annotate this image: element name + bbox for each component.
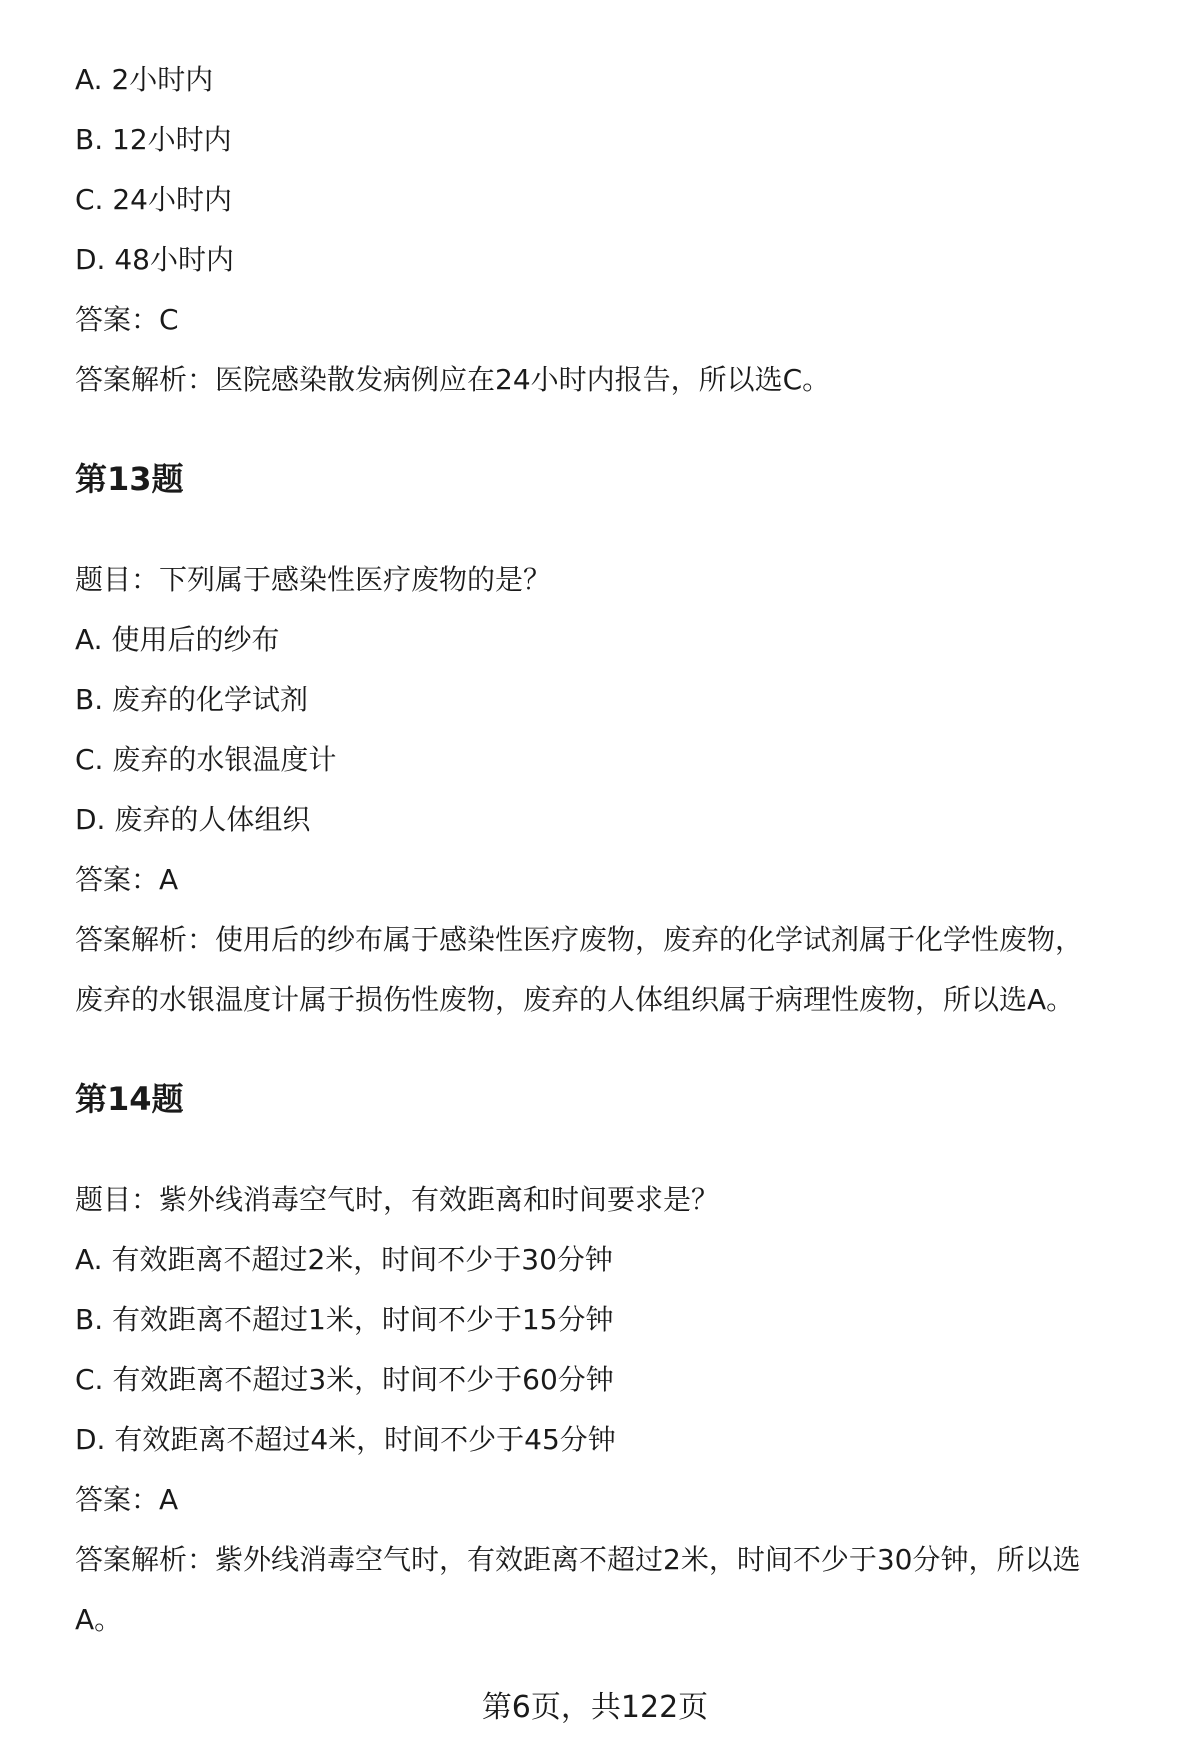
- q14-option-d: D. 有效距离不超过4米，时间不少于45分钟: [75, 1423, 616, 1456]
- q13-heading: 第13题: [75, 460, 184, 498]
- prev-option-c: C. 24小时内: [75, 183, 232, 216]
- q13-option-c: C. 废弃的水银温度计: [75, 743, 337, 776]
- page-number-footer: 第6页，共122页: [481, 1690, 709, 1725]
- prev-option-d: D. 48小时内: [75, 243, 234, 276]
- q14-analysis-line-2: A。: [75, 1603, 123, 1636]
- prev-analysis-line-1: 答案解析：医院感染散发病例应在24小时内报告，所以选C。: [75, 363, 831, 396]
- prev-answer: 答案：C: [75, 303, 179, 336]
- q14-analysis-line-1: 答案解析：紫外线消毒空气时，有效距离不超过2米，时间不少于30分钟，所以选: [75, 1543, 1081, 1576]
- q14-answer: 答案：A: [75, 1483, 179, 1516]
- q13-question: 题目：下列属于感染性医疗废物的是？: [75, 563, 552, 596]
- q14-option-c: C. 有效距离不超过3米，时间不少于60分钟: [75, 1363, 614, 1396]
- q13-analysis-line-1: 答案解析：使用后的纱布属于感染性医疗废物，废弃的化学试剂属于化学性废物，: [75, 923, 1084, 956]
- prev-option-a: A. 2小时内: [75, 63, 214, 96]
- q13-option-d: D. 废弃的人体组织: [75, 803, 311, 836]
- q13-analysis-line-2: 废弃的水银温度计属于损伤性废物，废弃的人体组织属于病理性废物，所以选A。: [75, 983, 1075, 1016]
- q13-answer: 答案：A: [75, 863, 179, 896]
- q14-question: 题目：紫外线消毒空气时，有效距离和时间要求是？: [75, 1183, 720, 1216]
- q14-option-a: A. 有效距离不超过2米，时间不少于30分钟: [75, 1243, 613, 1276]
- prev-option-b: B. 12小时内: [75, 123, 232, 156]
- q14-option-b: B. 有效距离不超过1米，时间不少于15分钟: [75, 1303, 614, 1336]
- q13-option-a: A. 使用后的纱布: [75, 623, 280, 656]
- q13-option-b: B. 废弃的化学试剂: [75, 683, 309, 716]
- q14-heading: 第14题: [75, 1080, 184, 1118]
